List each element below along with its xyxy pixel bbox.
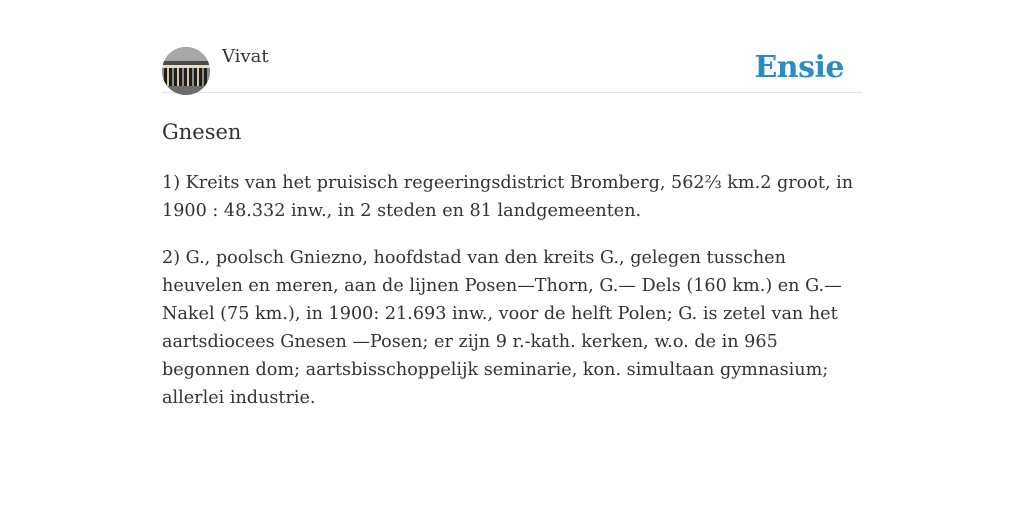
bookshelf-avatar-icon[interactable] — [162, 47, 210, 95]
header — [162, 0, 862, 93]
brand-logo-link[interactable]: Ensie — [754, 50, 844, 85]
site-name-link[interactable]: Vivat — [222, 46, 269, 67]
definition-paragraph-1: 1) Kreits van het pruisisch regeeringsdistrict Bromberg, 562⅔ km.2 groot, in 1900 : 48.332 inw., in 2 steden en 81 landgemeenten. — [162, 173, 854, 221]
page-title: Gnesen — [162, 120, 242, 144]
page-container — [162, 0, 862, 412]
definition-paragraph-2: 2) G., poolsch Gniezno, hoofdstad van den kreits G., gelegen tusschen heuvelen en meren, aan de lijnen Posen—Thorn, G.— Dels (160 km.) en G.—Nakel (75 km.), in 1900: 21.693 inw., voor de helft Polen; G. is zetel van het aartsdiocees Gnesen —Posen; er zijn 9 r.-kath. kerken, w.o. de in 965 begonnen dom; aartsbisschoppelijk seminarie, kon. simultaan gymnasium; allerlei industrie. — [162, 248, 842, 408]
